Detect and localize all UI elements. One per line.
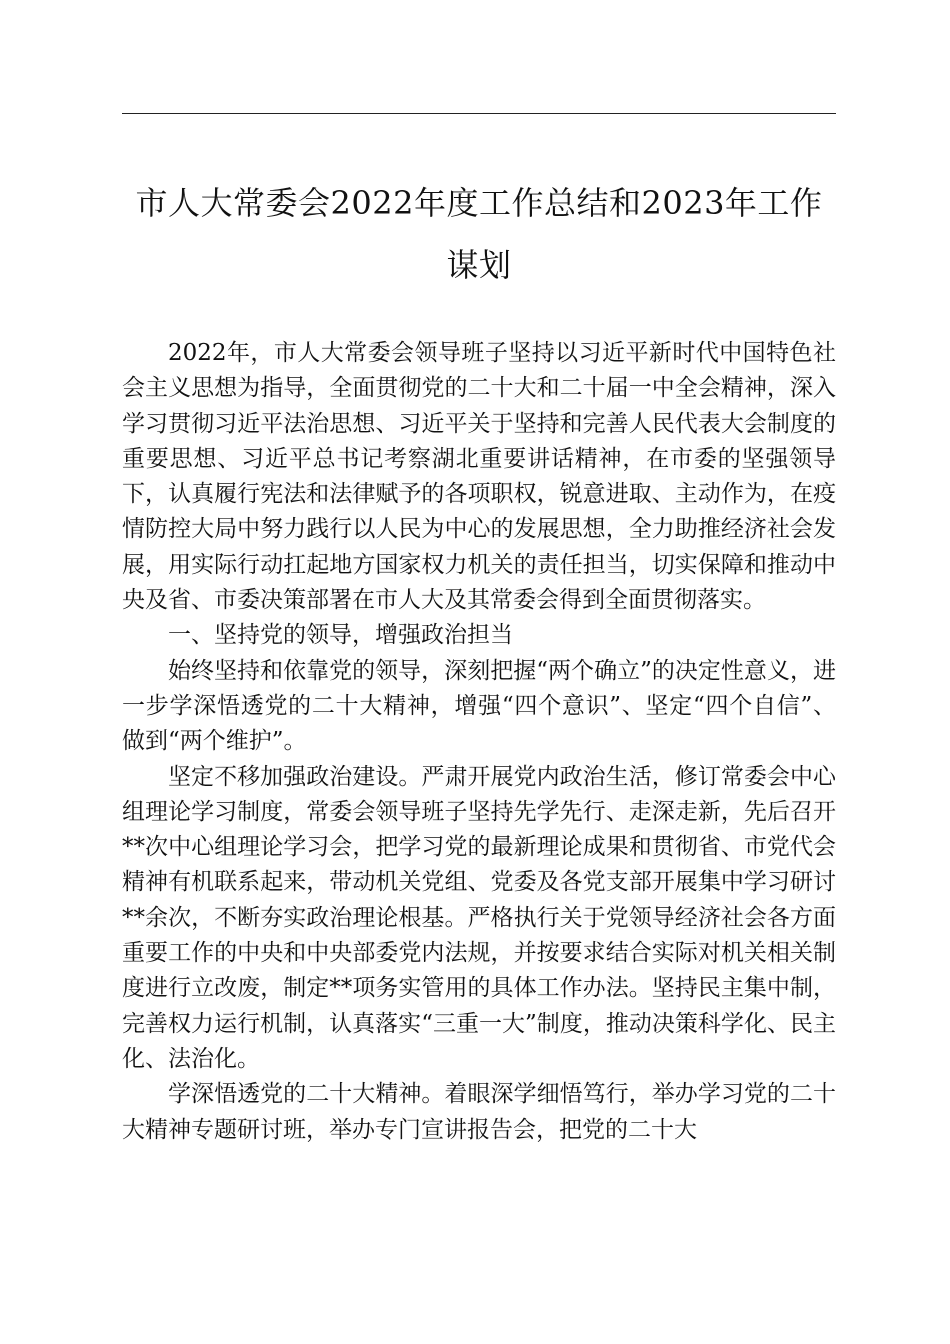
section-heading: 一、坚持党的领导，增强政治担当 [168,622,513,649]
paragraph: 学深悟透党的二十大精神。着眼深学细悟笃行，举办学习党的二十大精神专题研讨班，举办专门宣讲报告会，把党的二十大 [122,1081,836,1143]
paragraph: 始终坚持和依靠党的领导，深刻把握“两个确立”的决定性意义，进一步学深悟透党的二十大精神，增强“四个意识”、坚定“四个自信”、做到“两个维护”。 [122,657,836,755]
paragraph-intro: 2022年，市人大常委会领导班子坚持以习近平新时代中国特色社会主义思想为指导，全面贯彻党的二十大和二十届一中全会精神，深入学习贯彻习近平法治思想、习近平关于坚持和完善人民代表大会制度的重要思想、习近平总书记考察湖北重要讲话精神，在市委的坚强领导下，认真履行宪法和法律赋予的各项职权，锐意进取、主动作为，在疫情防控大局中努力践行以人民为中心的发展思想，全力助推经济社会发展，用实际行动扛起地方国家权力机关的责任担当，切实保障和推动中央及省、市委决策部署在市人大及其常委会得到全面贯彻落实。 [122,340,836,614]
paragraph: 坚定不移加强政治建设。严肃开展党内政治生活，修订常委会中心组理论学习制度，常委会领导班子坚持先学先行、走深走新，先后召开**次中心组理论学习会，把学习党的最新理论成果和贯彻省、市党代会精神有机联系起来，带动机关党组、党委及各党支部开展集中学习研讨**余次，不断夯实政治理论根基。严格执行关于党领导经济社会各方面重要工作的中央和中央部委党内法规，并按要求结合实际对机关相关制度进行立改废，制定**项务实管用的具体工作办法。坚持民主集中制，完善权力运行机制，认真落实“三重一大”制度，推动决策科学化、民主化、法治化。 [122,763,836,1072]
document-title: 市人大常委会2022年度工作总结和2023年工作谋划 [135,184,823,284]
document-body [122,336,836,1148]
header-rule [122,113,836,114]
